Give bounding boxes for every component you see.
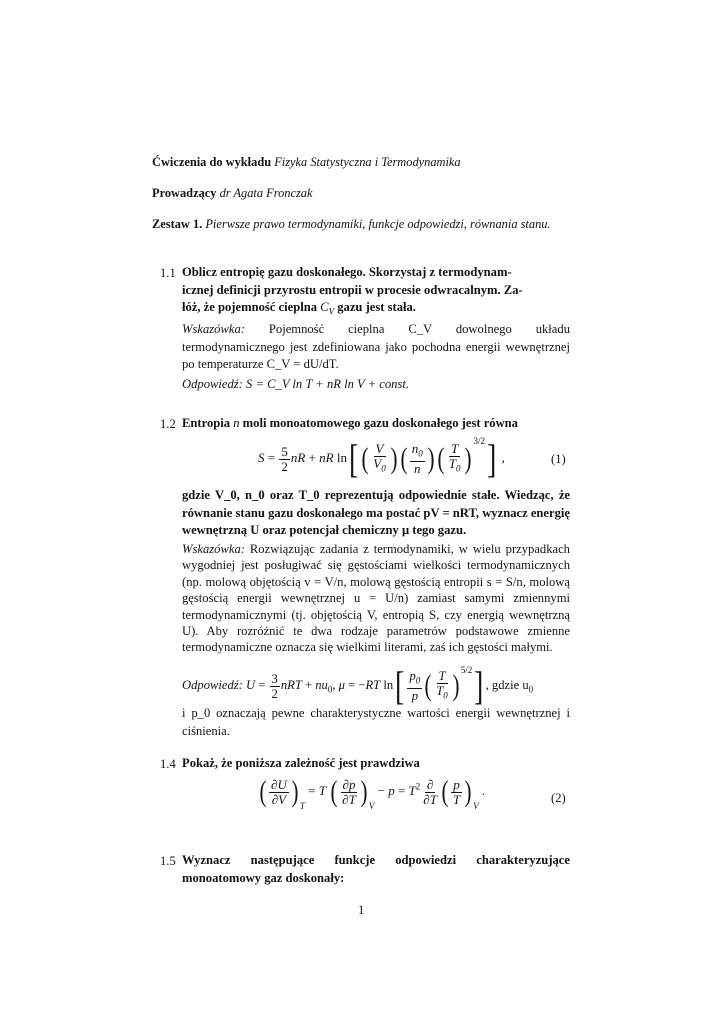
lecturer-name: dr Agata Fronczak xyxy=(219,186,313,200)
course-label: Ćwiczenia do wykładu xyxy=(152,155,272,169)
equation-number: (2) xyxy=(551,791,566,805)
problem-1-1-answer: Odpowiedź: S = C_V ln T + nR ln V + const. xyxy=(182,377,410,391)
problem-number: 1.1 xyxy=(160,266,176,280)
problem-1-2-hint: Wskazówka: Rozwiązując zadania z termodynamiki, w wielu przypadkach wygodniej jest posługiwać się gęstościami wielkości termodynamicznych (np. molową objętością v = V/n, molową gęstością entropii s = S/n, molową gęstością energii wewnętrznej u = U/n) zamiast samymi zmiennymi termodynamicznymi (tj. objętością V, entropią S, czy energią wewnętrzną U). Aby rozróżnić te dwa rodzaje parametrów podstawowe zmienne termodynamiczne oznacza się wielkimi literami, zaś ich gęstości małymi. xyxy=(182,542,570,655)
problem-1-2-task: gdzie V_0, n_0 oraz T_0 reprezentują odpowiednie stałe. Wiedząc, że równanie stanu gazu doskonałego ma postać pV = nRT, wyznacz energię wewnętrzną U oraz potencjał chemiczny μ tego gazu. xyxy=(182,488,570,537)
problem-1-2-answer: Odpowiedź: U = $\frac{3}{2}$ nRT + $nu_0$, μ = −RT ln[ $\frac{p_0}{p}$ ( $\frac{T}{T_0}$ ) $^{5/2}$] , gdzie $u_0$ xyxy=(182,663,534,709)
problem-number: 1.5 xyxy=(160,854,176,868)
maxwell-relation-equation: ( $\frac{\partial U}{\partial V}$ ) $_T$ = T ( $\frac{\partial p}{\partial T}$ ) $_V - p = T^2$ $\frac{\partial}{\partial T}$ ( $\frac{p}{T}$ ) $_V$ . xyxy=(259,775,486,811)
problem-1-1-hint: Wskazówka: Pojemność cieplna C_V dowolnego układu termodynamicznego jest zdefiniowana jako pochodna energii wewnętrznej po temperaturze C_V = dU/dT. xyxy=(182,322,570,371)
problem-1-2-answer-cont: i p_0 oznaczają pewne charakterystyczne wartości energii wewnętrznej i ciśnienia. xyxy=(182,706,570,738)
entropy-equation: S = $\frac{5}{2}$ nR + nR ln[ ( $\frac{V}{V_0}$ ) ( $\frac{n_0}{n}$ ) ( $\frac{T}{T_0}$ )$^{3/2}$] , xyxy=(258,436,505,482)
course-line xyxy=(152,155,461,170)
problem-1-2-question: Entropia n moli monoatomowego gazu doskonałego jest równa xyxy=(182,416,518,430)
problem-1-1-question: Oblicz entropię gazu doskonałego. Skorzystaj z termodynam- icznej definicji przyrostu entropii w procesie odwracalnym. Za- łóż, że pojemność cieplna $C_V$ gazu jest stała. xyxy=(182,265,523,317)
set-line xyxy=(152,217,551,232)
set-label: Zestaw 1. xyxy=(152,217,203,231)
lecturer-label: Prowadzący xyxy=(152,186,217,200)
set-title: Pierwsze prawo termodynamiki, funkcje odpowiedzi, równania stanu. xyxy=(205,217,551,231)
problem-number: 1.2 xyxy=(160,417,176,431)
equation-number: (1) xyxy=(551,452,566,466)
course-name: Fizyka Statystyczna i Termodynamika xyxy=(274,155,461,169)
problem-1-5-question: Wyznacz następujące funkcje odpowiedzi charakteryzujące monoatomowy gaz doskonały: xyxy=(182,853,570,885)
lecturer-line xyxy=(152,186,313,201)
problem-1-4-question: Pokaż, że poniższa zależność jest prawdziwa xyxy=(182,756,420,770)
page-number: 1 xyxy=(358,903,365,917)
problem-number: 1.4 xyxy=(160,757,176,771)
